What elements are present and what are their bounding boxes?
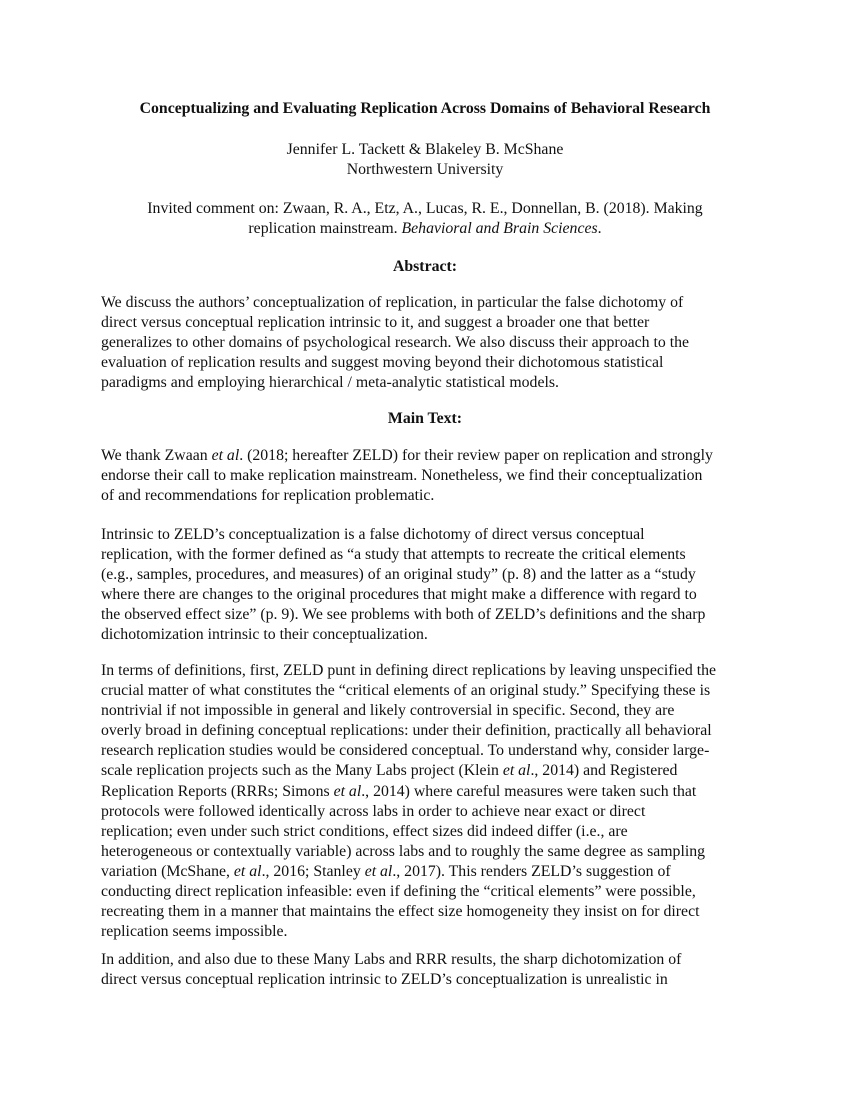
invited-line-2: replication mainstream. Behavioral and Brain Sciences. (248, 220, 602, 237)
main-paragraph-4: In addition, and also due to these Many Labs and RRR results, the sharp dichotomization of direct versus conceptual replication intrinsic to ZELD’s conceptualization is unrealistic in (101, 951, 682, 989)
main-paragraph-3: In terms of definitions, first, ZELD punt in defining direct replications by leaving unspecified the crucial matter of what constitutes the “critical elements of an original study.” Specifying these is nontrivial if not impossible in general and likely controversial in specific. Second, they are overly broad in defining conceptual replications: under their definition, practically all behavioral research replication studies would be considered conceptual. To understand why, consider large- scale replication projects such as the Many Labs project (Klein et al., 2014) and Registered Replication Reports (RRRs; Simons et al., 2014) where careful measures were taken such that protocols were followed identically across labs in order to achieve near exact or direct replication; even under such strict conditions, effect sizes did indeed differ (i.e., are heterogeneous or contextually variable) across labs and to roughly the same degree as sampling variation (McShane, et al., 2016; Stanley et al., 2017). This renders ZELD’s suggestion of conducting direct replication infeasible: even if defining the “critical elements” were possible, recreating them in a manner that maintains the effect size homogeneity they insist on for direct replication seems impossible. (101, 662, 717, 941)
main-paragraph-1: We thank Zwaan et al. (2018; hereafter ZELD) for their review paper on replication and strongly endorse their call to make replication mainstream. Nonetheless, we find their conceptualization of and recommendations for replication problematic. (101, 447, 713, 505)
abstract-paragraph: We discuss the authors’ conceptualization of replication, in particular the false dichotomy of direct versus conceptual replication intrinsic to it, and suggest a broader one that better generalizes to other domains of psychological research. We also discuss their approach to the evaluation of replication results and suggest moving beyond their dichotomous statistical paradigms and employing hierarchical / meta-analytic statistical models. (101, 294, 689, 392)
paper-title: Conceptualizing and Evaluating Replication Across Domains of Behavioral Research (139, 100, 711, 117)
main-paragraph-2: Intrinsic to ZELD’s conceptualization is a false dichotomy of direct versus conceptual replication, with the former defined as “a study that attempts to recreate the critical elements (e.g., samples, procedures, and measures) of an original study” (p. 8) and the latter as a “study where there are changes to the original procedures that might make a difference with regard to the observed effect size” (p. 9). We see problems with both of ZELD’s definitions and the sharp dichotomization intrinsic to their conceptualization. (101, 526, 706, 644)
affiliation: Northwestern University (346, 161, 504, 178)
invited-line-1: Invited comment on: Zwaan, R. A., Etz, A., Lucas, R. E., Donnellan, B. (2018). Making (147, 200, 703, 217)
main-text-heading: Main Text: (387, 410, 463, 427)
authors: Jennifer L. Tackett & Blakeley B. McShane (286, 141, 564, 158)
abstract-heading: Abstract: (392, 258, 458, 275)
invited-comment (60, 199, 790, 239)
journal-name: Behavioral and Brain Sciences (401, 220, 598, 237)
